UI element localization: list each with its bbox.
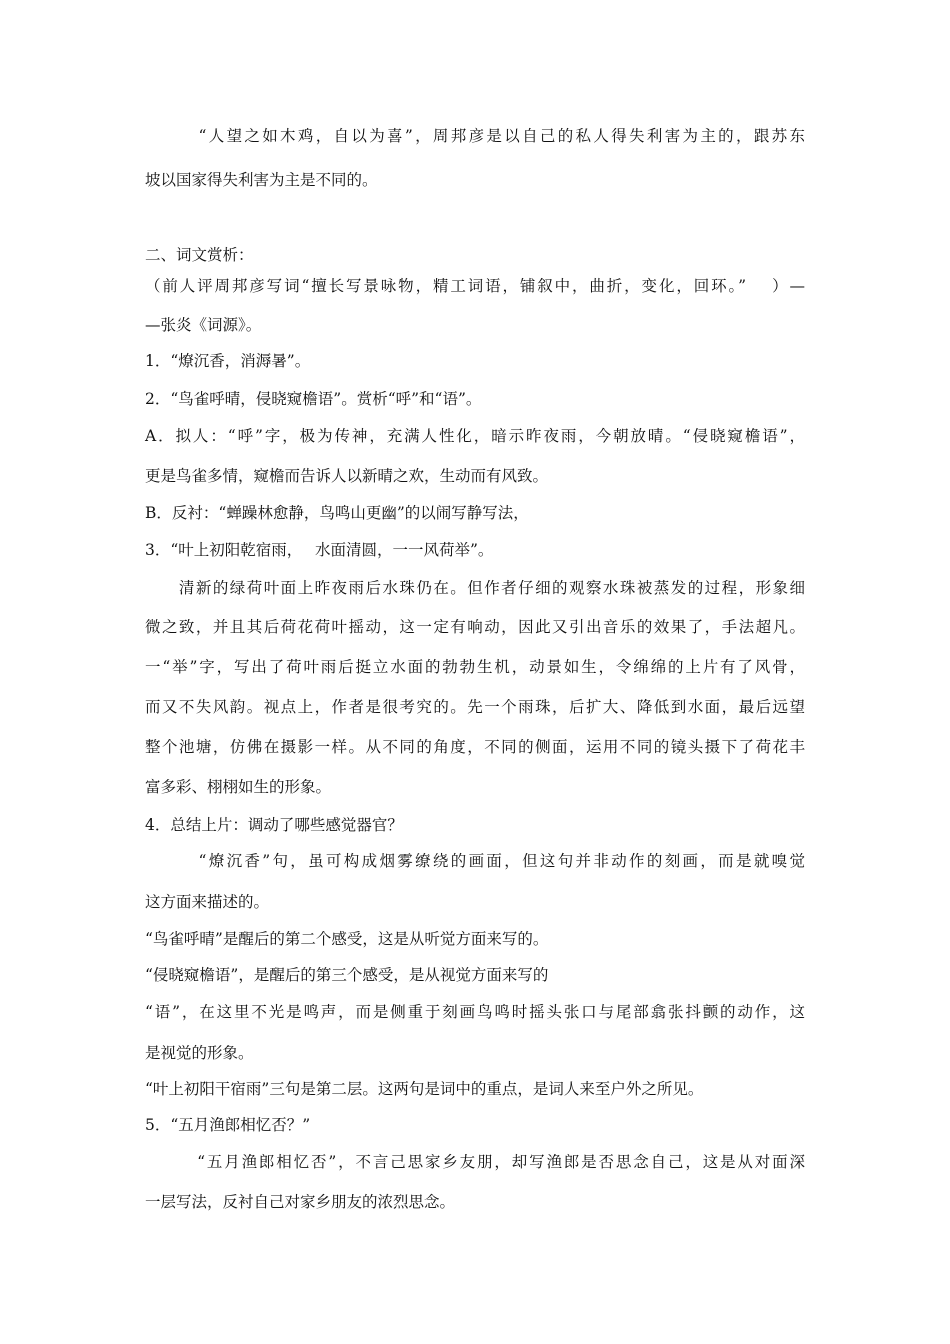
quote-line-2: —张炎《词源》。 bbox=[145, 316, 262, 334]
item-4-text-line-5: “语”，在这里不光是鸣声，而是侧重于刻画鸟鸣时摇头张口与尾部翕张抖颤的动作，这 bbox=[145, 1003, 805, 1021]
item-4-text-line-7: “叶上初阳干宿雨”三句是第二层。这两句是词中的重点，是词人来至户外之所见。 bbox=[145, 1080, 704, 1098]
item-2: 2．“鸟雀呼晴，侵晓窥檐语”。赏析“呼”和“语”。 bbox=[145, 390, 482, 408]
item-5-text-line-1: “五月渔郎相忆否”，不言己思家乡友朋，却写渔郎是否思念自己，这是从对面深 bbox=[145, 1153, 805, 1171]
section-heading: 二、词文赏析： bbox=[145, 246, 254, 264]
item-3-text-line-2: 微之致，并且其后荷花荷叶摇动，这一定有响动，因此又引出音乐的效果了，手法超凡。 bbox=[145, 618, 805, 636]
item-5-text-line-2: 一层写法，反衬自己对家乡朋友的浓烈思念。 bbox=[145, 1193, 456, 1211]
quote-line-1: （前人评周邦彦写词“擅长写景咏物，精工词语，铺叙中，曲折，变化，回环。” ）— bbox=[145, 277, 805, 295]
item-3-text-line-1: 清新的绿荷叶面上昨夜雨后水珠仍在。但作者仔细的观察水珠被蒸发的过程，形象细 bbox=[145, 579, 805, 597]
item-3-text-line-4: 而又不失风韵。视点上，作者是很考究的。先一个雨珠，后扩大、降低到水面，最后远望 bbox=[145, 698, 805, 716]
item-2-b: B．反衬：“蝉躁林愈静，鸟鸣山更幽”的以闹写静写法， bbox=[145, 504, 529, 522]
item-4-text-line-4: “侵晓窥檐语”，是醒后的第三个感受，是从视觉方面来写的 bbox=[145, 966, 549, 984]
item-3-text-line-6: 富多彩、栩栩如生的形象。 bbox=[145, 778, 332, 796]
item-4: 4．总结上片：调动了哪些感觉器官？ bbox=[145, 816, 403, 834]
item-3: 3．“叶上初阳乾宿雨， 水面清圆，一一风荷举”。 bbox=[145, 541, 494, 559]
item-4-text-line-3: “鸟雀呼晴”是醒后的第二个感受，这是从听觉方面来写的。 bbox=[145, 930, 549, 948]
item-4-text-line-6: 是视觉的形象。 bbox=[145, 1044, 254, 1062]
item-3-text-line-5: 整个池塘，仿佛在摄影一样。从不同的角度，不同的侧面，运用不同的镜头摄下了荷花丰 bbox=[145, 738, 805, 756]
item-5: 5．“五月渔郎相忆否？” bbox=[145, 1116, 311, 1134]
item-4-text-line-1: “燎沉香”句，虽可构成烟雾缭绕的画面，但这句并非动作的刻画，而是就嗅觉 bbox=[145, 852, 805, 870]
paragraph-intro-line-1: “人望之如木鸡，自以为喜”，周邦彦是以自己的私人得失利害为主的，跟苏东 bbox=[145, 127, 805, 145]
item-2-a-line-2: 更是鸟雀多情，窥檐而告诉人以新晴之欢，生动而有风致。 bbox=[145, 467, 549, 485]
item-1: 1．“燎沉香，消溽暑”。 bbox=[145, 352, 311, 370]
item-4-text-line-2: 这方面来描述的。 bbox=[145, 893, 270, 911]
item-2-a-line-1: A．拟人：“呼”字，极为传神，充满人性化，暗示昨夜雨，今朝放晴。“侵晓窥檐语”， bbox=[145, 427, 805, 445]
item-3-text-line-3: 一“举”字，写出了荷叶雨后挺立水面的勃勃生机，动景如生，令绵绵的上片有了风骨， bbox=[145, 658, 805, 676]
paragraph-intro-line-2: 坡以国家得失利害为主是不同的。 bbox=[145, 171, 378, 189]
